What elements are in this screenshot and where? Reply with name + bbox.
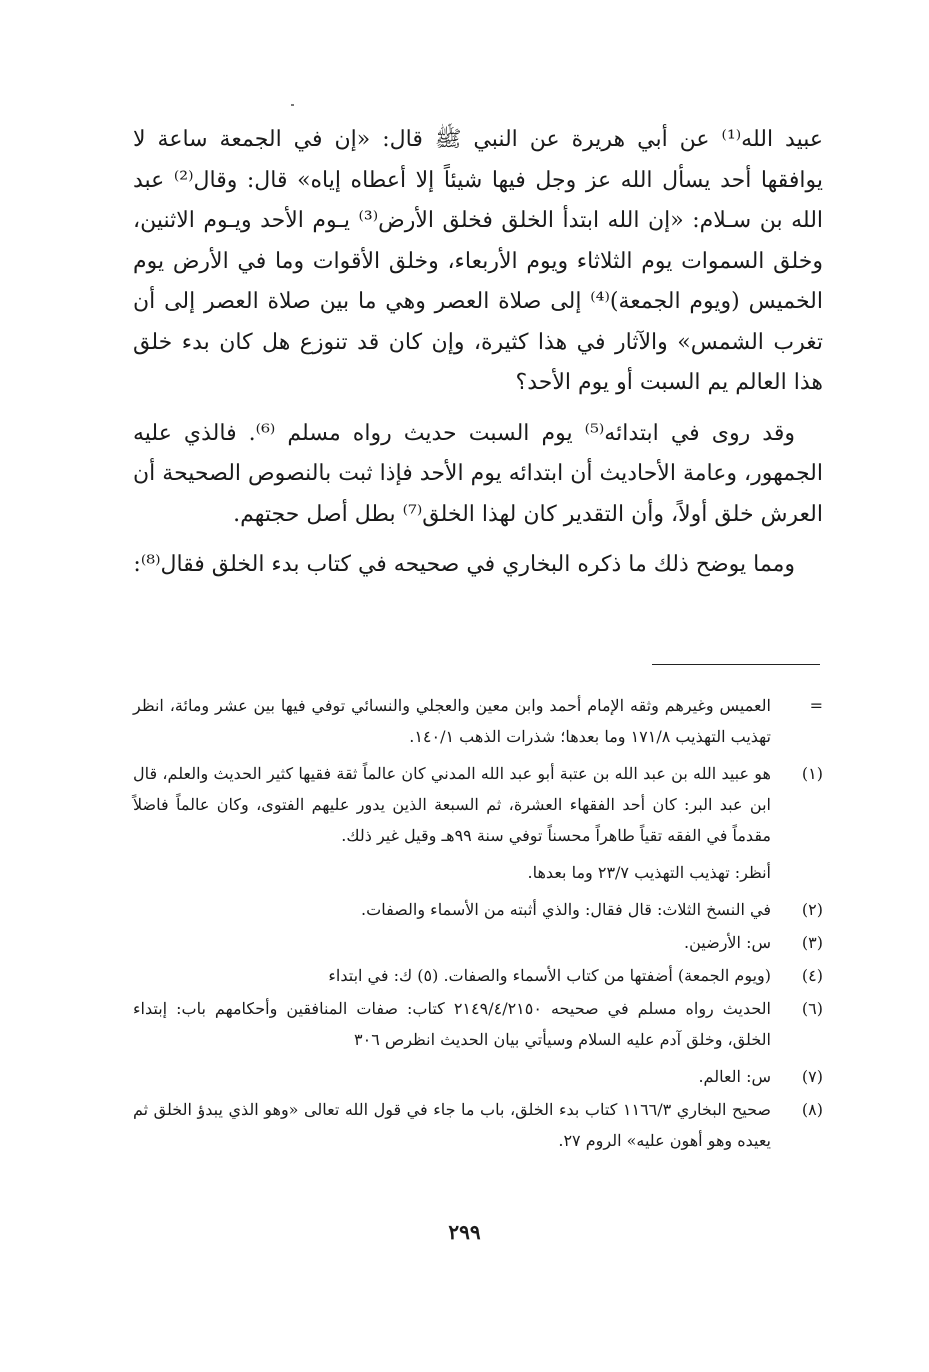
footnotes [133,690,823,1162]
footnote-continued-text: العميس وغيرهم وثقه الإمام أحمد وابن معين والعجلي والنسائي توفي فيها بين عشر ومائة، انظر تهذيب التهذيب ١٧١/٨ وما بعدها؛ شذرات الذهب ١٤٠/١. [133,696,771,746]
footnote-number: (٧) [801,1067,823,1086]
paragraph-2: وقد روى في ابتدائه⁽⁵⁾ يوم السبت حديث رواه مسلم ⁽⁶⁾. فالذي عليه الجمهور، وعامة الأحاديث أن ابتدائه يوم الأحد فإذا ثبت بالنصوص الصحيحة أن العرش خلق أولاً، وأن التقدير كان لهذا الخلق⁽⁷⁾ بطل أصل حجتهم. [133,420,823,527]
paragraph-3: ومما يوضح ذلك ما ذكره البخاري في صحيحه في كتاب بدء الخلق فقال⁽⁸⁾: [133,552,795,577]
main-text [133,120,823,596]
footnote-number: (١) [801,764,823,783]
footnote-2 [133,894,823,925]
footnote-separator [652,664,820,665]
paragraph-1: عبيد الله⁽¹⁾ عن أبي هريرة عن النبي ﷺ قال: «إن في الجمعة ساعة لا يوافقها أحد يسأل الله عز وجل فيها شيئاً إلا أعطاه إياه» قال: وقال⁽²⁾ عبد الله بن سـلام: «إن الله ابتدأ الخلق فخلق الأرض⁽³⁾ يـوم الأحد ويـوم الاثنين، وخلق السموات يوم الثلاثاء ويوم الأربعاء، وخلق الأقوات وما في الأرض يوم الخميس (ويوم الجمعة)⁽⁴⁾ إلى صلاة العصر وهي ما بين صلاة العصر إلى أن تغرب الشمس» والآثار في هذا كثيرة، وإن كان قد تنوزع هل كان بدء خلق هذا العالم يم السبت أو يوم الأحد؟ [133,127,824,395]
footnote-3 [133,927,823,958]
footnote-1-reference: أنظر: تهذيب التهذيب ٢٣/٧ وما بعدها. [527,863,771,882]
footnote-number: (٣) [801,933,823,952]
footnote-text: الحديث رواه مسلم في صحيحه ٢١٤٩/٤/٢١٥٠ كتاب: صفات المنافقين وأحكامهم باب: إبتداء الخلق، وخلق آدم عليه السلام وسيأتي بيان الحديث انظرص ٣٠٦ [133,999,772,1049]
footnote-number: (٤) [801,966,823,985]
footnote-7 [133,1061,823,1092]
footnote-text: س: العالم. [698,1067,771,1086]
footnote-6 [133,993,823,1055]
footnote-1 [133,758,823,851]
footnote-text: س: الأرضين. [684,933,771,952]
footnote-text: (ويوم الجمعة) أضفتها من كتاب الأسماء والصفات. (٥) ك: في ابتداء [328,966,771,985]
footnote-8 [133,1094,823,1156]
footnote-number: (٦) [801,999,823,1018]
page-number: ٢٩٩ [448,1220,481,1244]
footnote-number: (٢) [801,900,823,919]
footnote-text: صحيح البخاري ١١٦٦/٣ كتاب بدء الخلق، باب ما جاء في قول الله تعالى «وهو الذي يبدؤ الخلق ثم يعيده وهو أهون عليه» الروم ٢٧. [133,1100,772,1150]
footnote-continued-marker: = [809,696,823,715]
footnote-4-5 [133,960,823,991]
footnote-number: (٨) [801,1100,823,1119]
footnote-text: في النسخ الثلاث: قال فقال: والذي أثبته من الأسماء والصفات. [361,900,771,919]
footnote-continued [133,690,823,752]
scan-speck [291,104,294,106]
footnote-text: هو عبيد الله بن عبد الله بن عتبة أبو عبد الله المدني كان عالماً ثقة فقيها كثير الحديث والعلم، قال ابن عبد البر: كان أحد الفقهاء العشرة، ثم السبعة الذين يدور عليهم الفتوى، وكان عالماً فاضلاً مقدماً في الفقه تقياً طاهراً محسناً توفي سنة ٩٩هـ وقيل غير ذلك. [133,764,771,845]
